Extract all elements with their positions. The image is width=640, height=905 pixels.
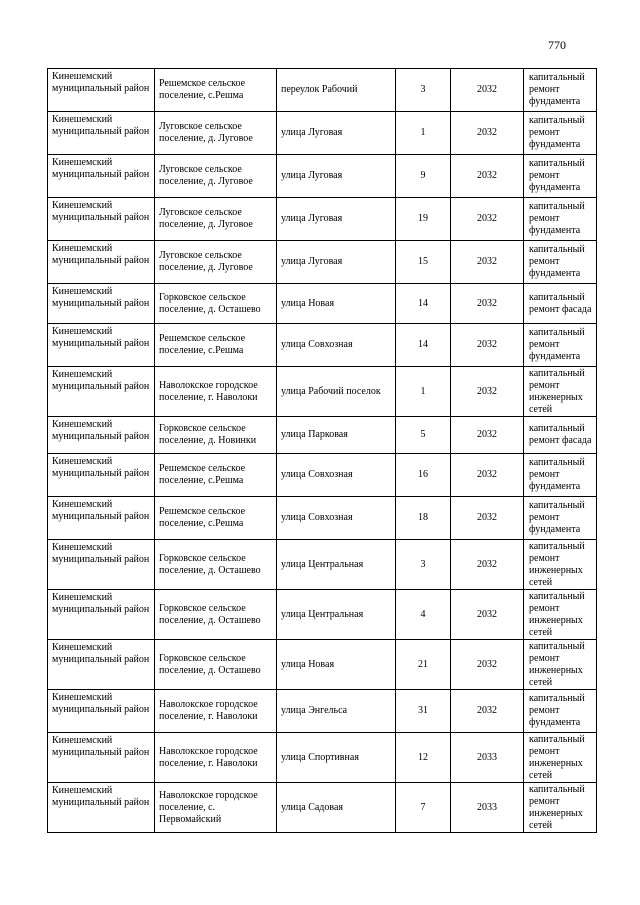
settlement-cell: Решемское сельское поселение, с.Решма (155, 324, 277, 367)
street-cell: улица Луговая (277, 155, 396, 198)
settlement-cell: Горковское сельское поселение, д. Осташево (155, 284, 277, 324)
settlement-cell: Луговское сельское поселение, д. Луговое (155, 155, 277, 198)
page-number: 770 (548, 38, 566, 52)
house-number-cell: 12 (396, 733, 451, 783)
settlement-cell: Решемское сельское поселение, с.Решма (155, 69, 277, 112)
settlement-cell: Луговское сельское поселение, д. Луговое (155, 241, 277, 284)
street-cell: улица Новая (277, 284, 396, 324)
district-cell: Кинешемский муниципальный район (48, 640, 155, 690)
house-number-cell: 3 (396, 69, 451, 112)
work-type-cell: капитальный ремонт фундамента (524, 454, 597, 497)
table-row (48, 367, 597, 417)
year-cell: 2032 (451, 640, 524, 690)
settlement-cell: Луговское сельское поселение, д. Луговое (155, 112, 277, 155)
year-cell: 2032 (451, 69, 524, 112)
table-row (48, 497, 597, 540)
table-row (48, 241, 597, 284)
table-row (48, 590, 597, 640)
year-cell: 2032 (451, 417, 524, 454)
district-cell: Кинешемский муниципальный район (48, 454, 155, 497)
settlement-cell: Наволокское городское поселение, г. Наволоки (155, 733, 277, 783)
street-cell: улица Центральная (277, 540, 396, 590)
work-type-cell: капитальный ремонт фундамента (524, 112, 597, 155)
year-cell: 2032 (451, 112, 524, 155)
district-cell: Кинешемский муниципальный район (48, 198, 155, 241)
house-number-cell: 3 (396, 540, 451, 590)
district-cell: Кинешемский муниципальный район (48, 690, 155, 733)
year-cell: 2032 (451, 540, 524, 590)
settlement-cell: Горковское сельское поселение, д. Осташево (155, 640, 277, 690)
work-type-cell: капитальный ремонт инженерных сетей (524, 540, 597, 590)
work-type-cell: капитальный ремонт фасада (524, 417, 597, 454)
settlement-cell: Наволокское городское поселение, с. Первомайский (155, 783, 277, 833)
work-type-cell: капитальный ремонт фундамента (524, 690, 597, 733)
table-row (48, 155, 597, 198)
house-number-cell: 1 (396, 112, 451, 155)
district-cell: Кинешемский муниципальный район (48, 590, 155, 640)
work-type-cell: капитальный ремонт фундамента (524, 324, 597, 367)
house-number-cell: 31 (396, 690, 451, 733)
work-type-cell: капитальный ремонт фундамента (524, 198, 597, 241)
work-type-cell: капитальный ремонт инженерных сетей (524, 640, 597, 690)
settlement-cell: Решемское сельское поселение, с.Решма (155, 454, 277, 497)
table-row (48, 690, 597, 733)
district-cell: Кинешемский муниципальный район (48, 783, 155, 833)
year-cell: 2032 (451, 590, 524, 640)
table-row (48, 540, 597, 590)
table-row (48, 284, 597, 324)
street-cell: улица Совхозная (277, 324, 396, 367)
district-cell: Кинешемский муниципальный район (48, 284, 155, 324)
settlement-cell: Луговское сельское поселение, д. Луговое (155, 198, 277, 241)
house-number-cell: 18 (396, 497, 451, 540)
district-cell: Кинешемский муниципальный район (48, 241, 155, 284)
district-cell: Кинешемский муниципальный район (48, 417, 155, 454)
settlement-cell: Горковское сельское поселение, д. Осташево (155, 590, 277, 640)
year-cell: 2032 (451, 324, 524, 367)
house-number-cell: 14 (396, 284, 451, 324)
table-row (48, 112, 597, 155)
table-row (48, 733, 597, 783)
year-cell: 2033 (451, 783, 524, 833)
work-type-cell: капитальный ремонт инженерных сетей (524, 590, 597, 640)
work-type-cell: капитальный ремонт фундамента (524, 155, 597, 198)
house-number-cell: 16 (396, 454, 451, 497)
street-cell: улица Луговая (277, 198, 396, 241)
housing-repair-table (47, 68, 597, 833)
house-number-cell: 4 (396, 590, 451, 640)
street-cell: улица Новая (277, 640, 396, 690)
table-row (48, 454, 597, 497)
house-number-cell: 15 (396, 241, 451, 284)
year-cell: 2032 (451, 497, 524, 540)
settlement-cell: Наволокское городское поселение, г. Наволоки (155, 690, 277, 733)
settlement-cell: Горковское сельское поселение, д. Осташево (155, 540, 277, 590)
table-body (48, 69, 597, 833)
year-cell: 2032 (451, 454, 524, 497)
settlement-cell: Решемское сельское поселение, с.Решма (155, 497, 277, 540)
street-cell: улица Парковая (277, 417, 396, 454)
work-type-cell: капитальный ремонт фасада (524, 284, 597, 324)
work-type-cell: капитальный ремонт инженерных сетей (524, 367, 597, 417)
house-number-cell: 5 (396, 417, 451, 454)
house-number-cell: 19 (396, 198, 451, 241)
street-cell: улица Садовая (277, 783, 396, 833)
year-cell: 2033 (451, 733, 524, 783)
work-type-cell: капитальный ремонт фундамента (524, 497, 597, 540)
street-cell: улица Энгельса (277, 690, 396, 733)
work-type-cell: капитальный ремонт инженерных сетей (524, 733, 597, 783)
house-number-cell: 1 (396, 367, 451, 417)
table-row (48, 417, 597, 454)
district-cell: Кинешемский муниципальный район (48, 69, 155, 112)
street-cell: улица Совхозная (277, 454, 396, 497)
table-row (48, 198, 597, 241)
table-row (48, 640, 597, 690)
district-cell: Кинешемский муниципальный район (48, 324, 155, 367)
work-type-cell: капитальный ремонт инженерных сетей (524, 783, 597, 833)
year-cell: 2032 (451, 241, 524, 284)
year-cell: 2032 (451, 367, 524, 417)
house-number-cell: 9 (396, 155, 451, 198)
settlement-cell: Наволокское городское поселение, г. Наволоки (155, 367, 277, 417)
settlement-cell: Горковское сельское поселение, д. Новинки (155, 417, 277, 454)
street-cell: улица Луговая (277, 112, 396, 155)
street-cell: улица Луговая (277, 241, 396, 284)
district-cell: Кинешемский муниципальный район (48, 367, 155, 417)
street-cell: переулок Рабочий (277, 69, 396, 112)
street-cell: улица Совхозная (277, 497, 396, 540)
table-row (48, 69, 597, 112)
year-cell: 2032 (451, 198, 524, 241)
house-number-cell: 7 (396, 783, 451, 833)
work-type-cell: капитальный ремонт фундамента (524, 241, 597, 284)
table-row (48, 324, 597, 367)
street-cell: улица Центральная (277, 590, 396, 640)
district-cell: Кинешемский муниципальный район (48, 733, 155, 783)
street-cell: улица Рабочий поселок (277, 367, 396, 417)
work-type-cell: капитальный ремонт фундамента (524, 69, 597, 112)
district-cell: Кинешемский муниципальный район (48, 155, 155, 198)
street-cell: улица Спортивная (277, 733, 396, 783)
district-cell: Кинешемский муниципальный район (48, 540, 155, 590)
district-cell: Кинешемский муниципальный район (48, 497, 155, 540)
table-row (48, 783, 597, 833)
year-cell: 2032 (451, 284, 524, 324)
house-number-cell: 14 (396, 324, 451, 367)
district-cell: Кинешемский муниципальный район (48, 112, 155, 155)
house-number-cell: 21 (396, 640, 451, 690)
year-cell: 2032 (451, 155, 524, 198)
year-cell: 2032 (451, 690, 524, 733)
